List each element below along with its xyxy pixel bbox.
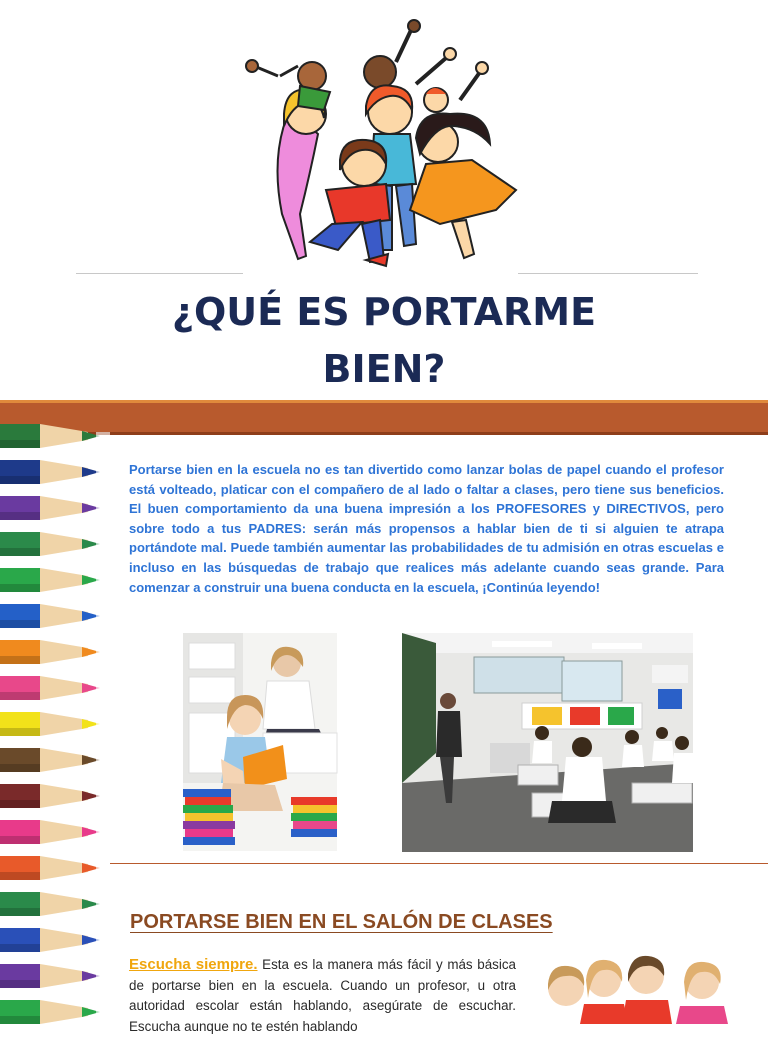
page-title: [0, 284, 768, 398]
pencil: [0, 748, 100, 772]
pencil: [0, 784, 100, 808]
classroom-photo: [402, 633, 693, 852]
pencil: [0, 676, 100, 700]
section-title: PORTARSE BIEN EN EL SALÓN DE CLASES: [130, 911, 553, 933]
page-title-line-1: ¿QUÉ ES PORTARME: [171, 290, 597, 334]
pencil: [0, 496, 100, 520]
section-body: Esta es la manera más fácil y más básica de portarse bien en la escuela. Cuando un profesor, u otra autoridad escolar están hablando, asegúrate de escuchar. Escucha aunque no te estén hablando: [129, 957, 516, 1034]
title-rule-right: [518, 273, 698, 274]
pencil: [0, 532, 100, 556]
pencil: [0, 1000, 100, 1024]
girl-reading-photo: [183, 633, 337, 851]
section-paragraph: [129, 955, 516, 1037]
page-title-line-2: BIEN?: [322, 347, 446, 391]
pencil: [0, 640, 100, 664]
pencil: [0, 928, 100, 952]
section-lead: Escucha siempre.: [129, 956, 258, 973]
colored-pencils-icon: [0, 432, 110, 1024]
title-rule-left: [76, 273, 243, 274]
intro-paragraph: Portarse bien en la escuela no es tan divertido como lanzar bolas de papel cuando el profesor está volteado, platicar con el compañero de al lado o faltar a clases, pero tiene sus beneficios. El buen comportamiento da una buena impresión a los PROFESORES y DIRECTIVOS, pero sobre todo a tus PADRES: serán más propensos a hablar bien de ti si alguien te atrapa portándote mal. Puede también aumentar las probabilidades de tu admisión en otras escuelas e incluso en las búsquedas de trabajo que realices más adelante cuando seas grande. Para comenzar a construir una buena conducta en la escuela, ¡Continúa leyendo!: [129, 462, 724, 595]
children-group-photo: [530, 950, 740, 1024]
cheering-children-icon: [240, 14, 530, 276]
pencil: [0, 892, 100, 916]
pencil: [0, 820, 100, 844]
pencil: [0, 460, 100, 484]
pencil: [0, 712, 100, 736]
hero-section: [0, 0, 768, 400]
pencil: [0, 964, 100, 988]
pencil: [0, 568, 100, 592]
section-divider: [110, 863, 768, 864]
pencil: [0, 604, 100, 628]
pencil: [0, 856, 100, 880]
decorative-band: [0, 400, 768, 432]
